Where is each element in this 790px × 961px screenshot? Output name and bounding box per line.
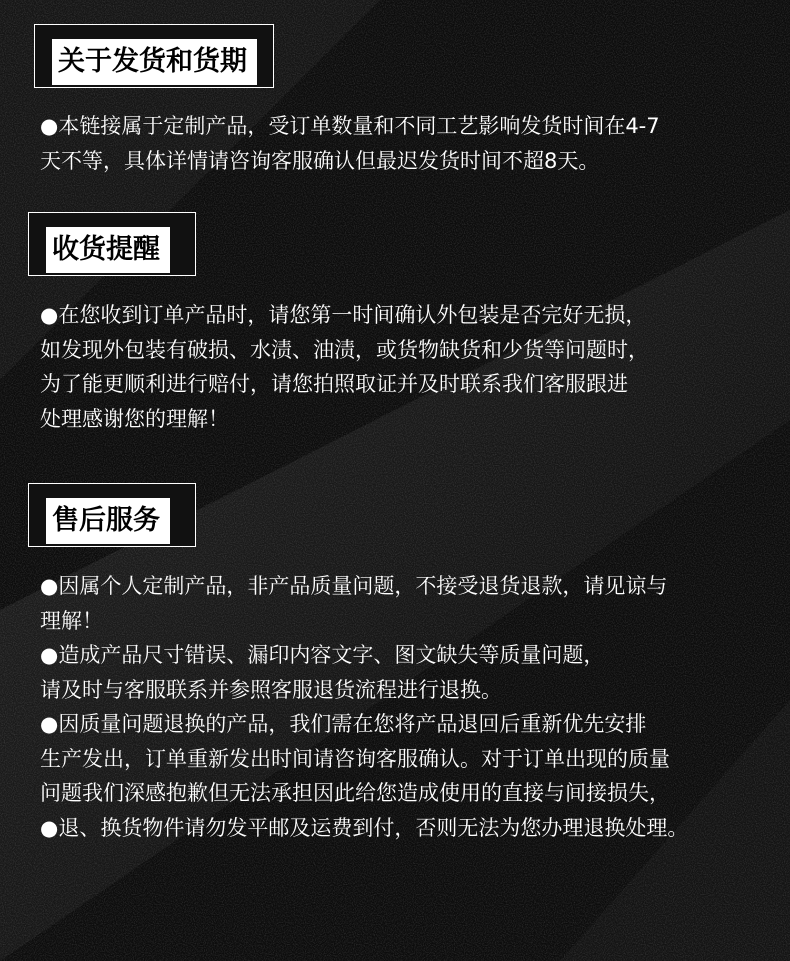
text-line: ●本链接属于定制产品，受订单数量和不同工艺影响发货时间在4-7 [40, 114, 660, 138]
text-line: 天不等，具体详情请咨询客服确认但最迟发货时间不超8天。 [40, 148, 600, 173]
section-body-aftersales [40, 569, 688, 845]
section-body-shipping [40, 109, 660, 178]
section-title-shipping: 关于发货和货期 [52, 39, 257, 85]
text-line: ●因属个人定制产品，非产品质量问题，不接受退货退款，请见谅与 [40, 574, 668, 598]
text-line: 理解！ [40, 608, 103, 633]
text-line: ●退、换货物件请勿发平邮及运费到付，否则无法为您办理退换处理。 [40, 815, 689, 840]
text-line: ●因质量问题退换的产品，我们需在您将产品退回后重新优先安排 [40, 712, 647, 736]
text-line: 处理感谢您的理解！ [40, 406, 229, 431]
section-header-aftersales [28, 483, 196, 547]
text-line: ●在您收到订单产品时，请您第一时间确认外包装是否完好无损， [40, 303, 647, 327]
text-line: 生产发出，订单重新发出时间请咨询客服确认。对于订单出现的质量 [40, 746, 670, 771]
text-line: 为了能更顺利进行赔付，请您拍照取证并及时联系我们客服跟进 [40, 372, 628, 396]
text-line: 问题我们深感抱歉但无法承担因此给您造成使用的直接与间接损失， [40, 781, 670, 805]
text-line: 如发现外包装有破损、水渍、油渍，或货物缺货和少货等问题时， [40, 337, 649, 362]
text-line: ●造成产品尺寸错误、漏印内容文字、图文缺失等质量问题， [40, 643, 605, 667]
text-line: 请及时与客服联系并参照客服退货流程进行退换。 [40, 677, 502, 702]
section-header-shipping [34, 24, 274, 88]
section-title-receiving: 收货提醒 [46, 227, 170, 273]
section-body-receiving [40, 298, 649, 436]
section-header-receiving [28, 212, 196, 276]
section-title-aftersales: 售后服务 [46, 498, 170, 544]
